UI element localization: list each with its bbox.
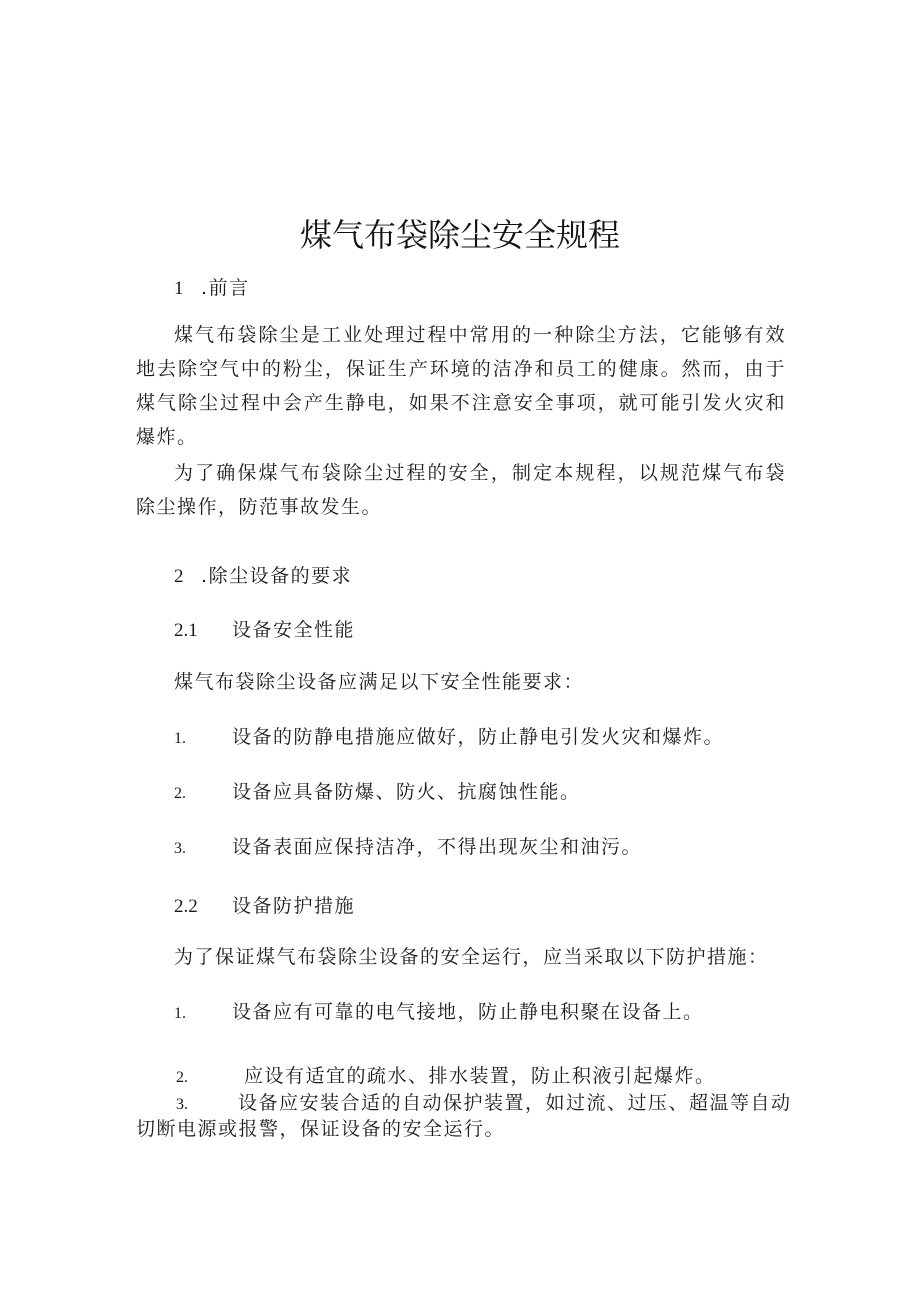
subsection-2-2-heading: 设备防护措施: [232, 895, 356, 917]
subsection-2-2-number: 2.2: [174, 896, 198, 917]
subsection-2-1-intro: 煤气布袋除尘设备应满足以下安全性能要求：: [174, 671, 585, 693]
list-item-continuation: 切断电源或报警，保证设备的安全运行。: [136, 1118, 506, 1140]
list-item-text: 设备表面应保持洁净，不得出现灰尘和油污。: [232, 836, 643, 858]
list-item-number: 1.: [174, 730, 186, 747]
list-item-text: 设备的防静电措施应做好，防止静电引发火灾和爆炸。: [232, 726, 725, 748]
list-item-number: 1.: [174, 1005, 186, 1022]
list-item-text: 设备应安装合适的自动保护装置，如过流、过压、超温等自动: [238, 1092, 792, 1114]
section-2-heading: [174, 563, 352, 590]
section-1-paragraph-1: 煤气布袋除尘是工业处理过程中常用的一种除尘方法，它能够有效地去除空气中的粉尘，保证生产环境的洁净和员工的健康。然而，由于煤气除尘过程中会产生静电，如果不注意安全事项，就可能引发火灾和爆炸。: [136, 324, 786, 448]
list-item-number: 2.: [174, 785, 186, 802]
subsection-2-1-heading: 设备安全性能: [232, 619, 356, 641]
section-1-number: 1: [174, 278, 184, 299]
list-item-number: 2.: [176, 1069, 188, 1086]
list-item-text: 设备应有可靠的电气接地，防止静电积聚在设备上。: [232, 1001, 704, 1023]
document-title: 煤气布袋除尘安全规程: [299, 216, 620, 254]
subsection-2-2-intro: 为了保证煤气布袋除尘设备的安全运行，应当采取以下防护措施：: [174, 946, 769, 968]
section-2-title: .除尘设备的要求: [201, 565, 353, 587]
section-1-heading: [174, 275, 250, 302]
section-1-title: .前言: [201, 277, 250, 299]
subsection-2-1-number: 2.1: [174, 620, 198, 641]
section-2-number: 2: [174, 566, 184, 587]
list-item-text: 设备应具备防爆、防火、抗腐蚀性能。: [232, 781, 581, 803]
section-1-paragraph-2: 为了确保煤气布袋除尘过程的安全，制定本规程，以规范煤气布袋除尘操作，防范事故发生。: [136, 462, 786, 518]
list-item-number: 3.: [176, 1096, 188, 1113]
list-item-text: 应设有适宜的疏水、排水装置，防止积液引起爆炸。: [244, 1065, 716, 1087]
list-item-number: 3.: [174, 840, 186, 857]
